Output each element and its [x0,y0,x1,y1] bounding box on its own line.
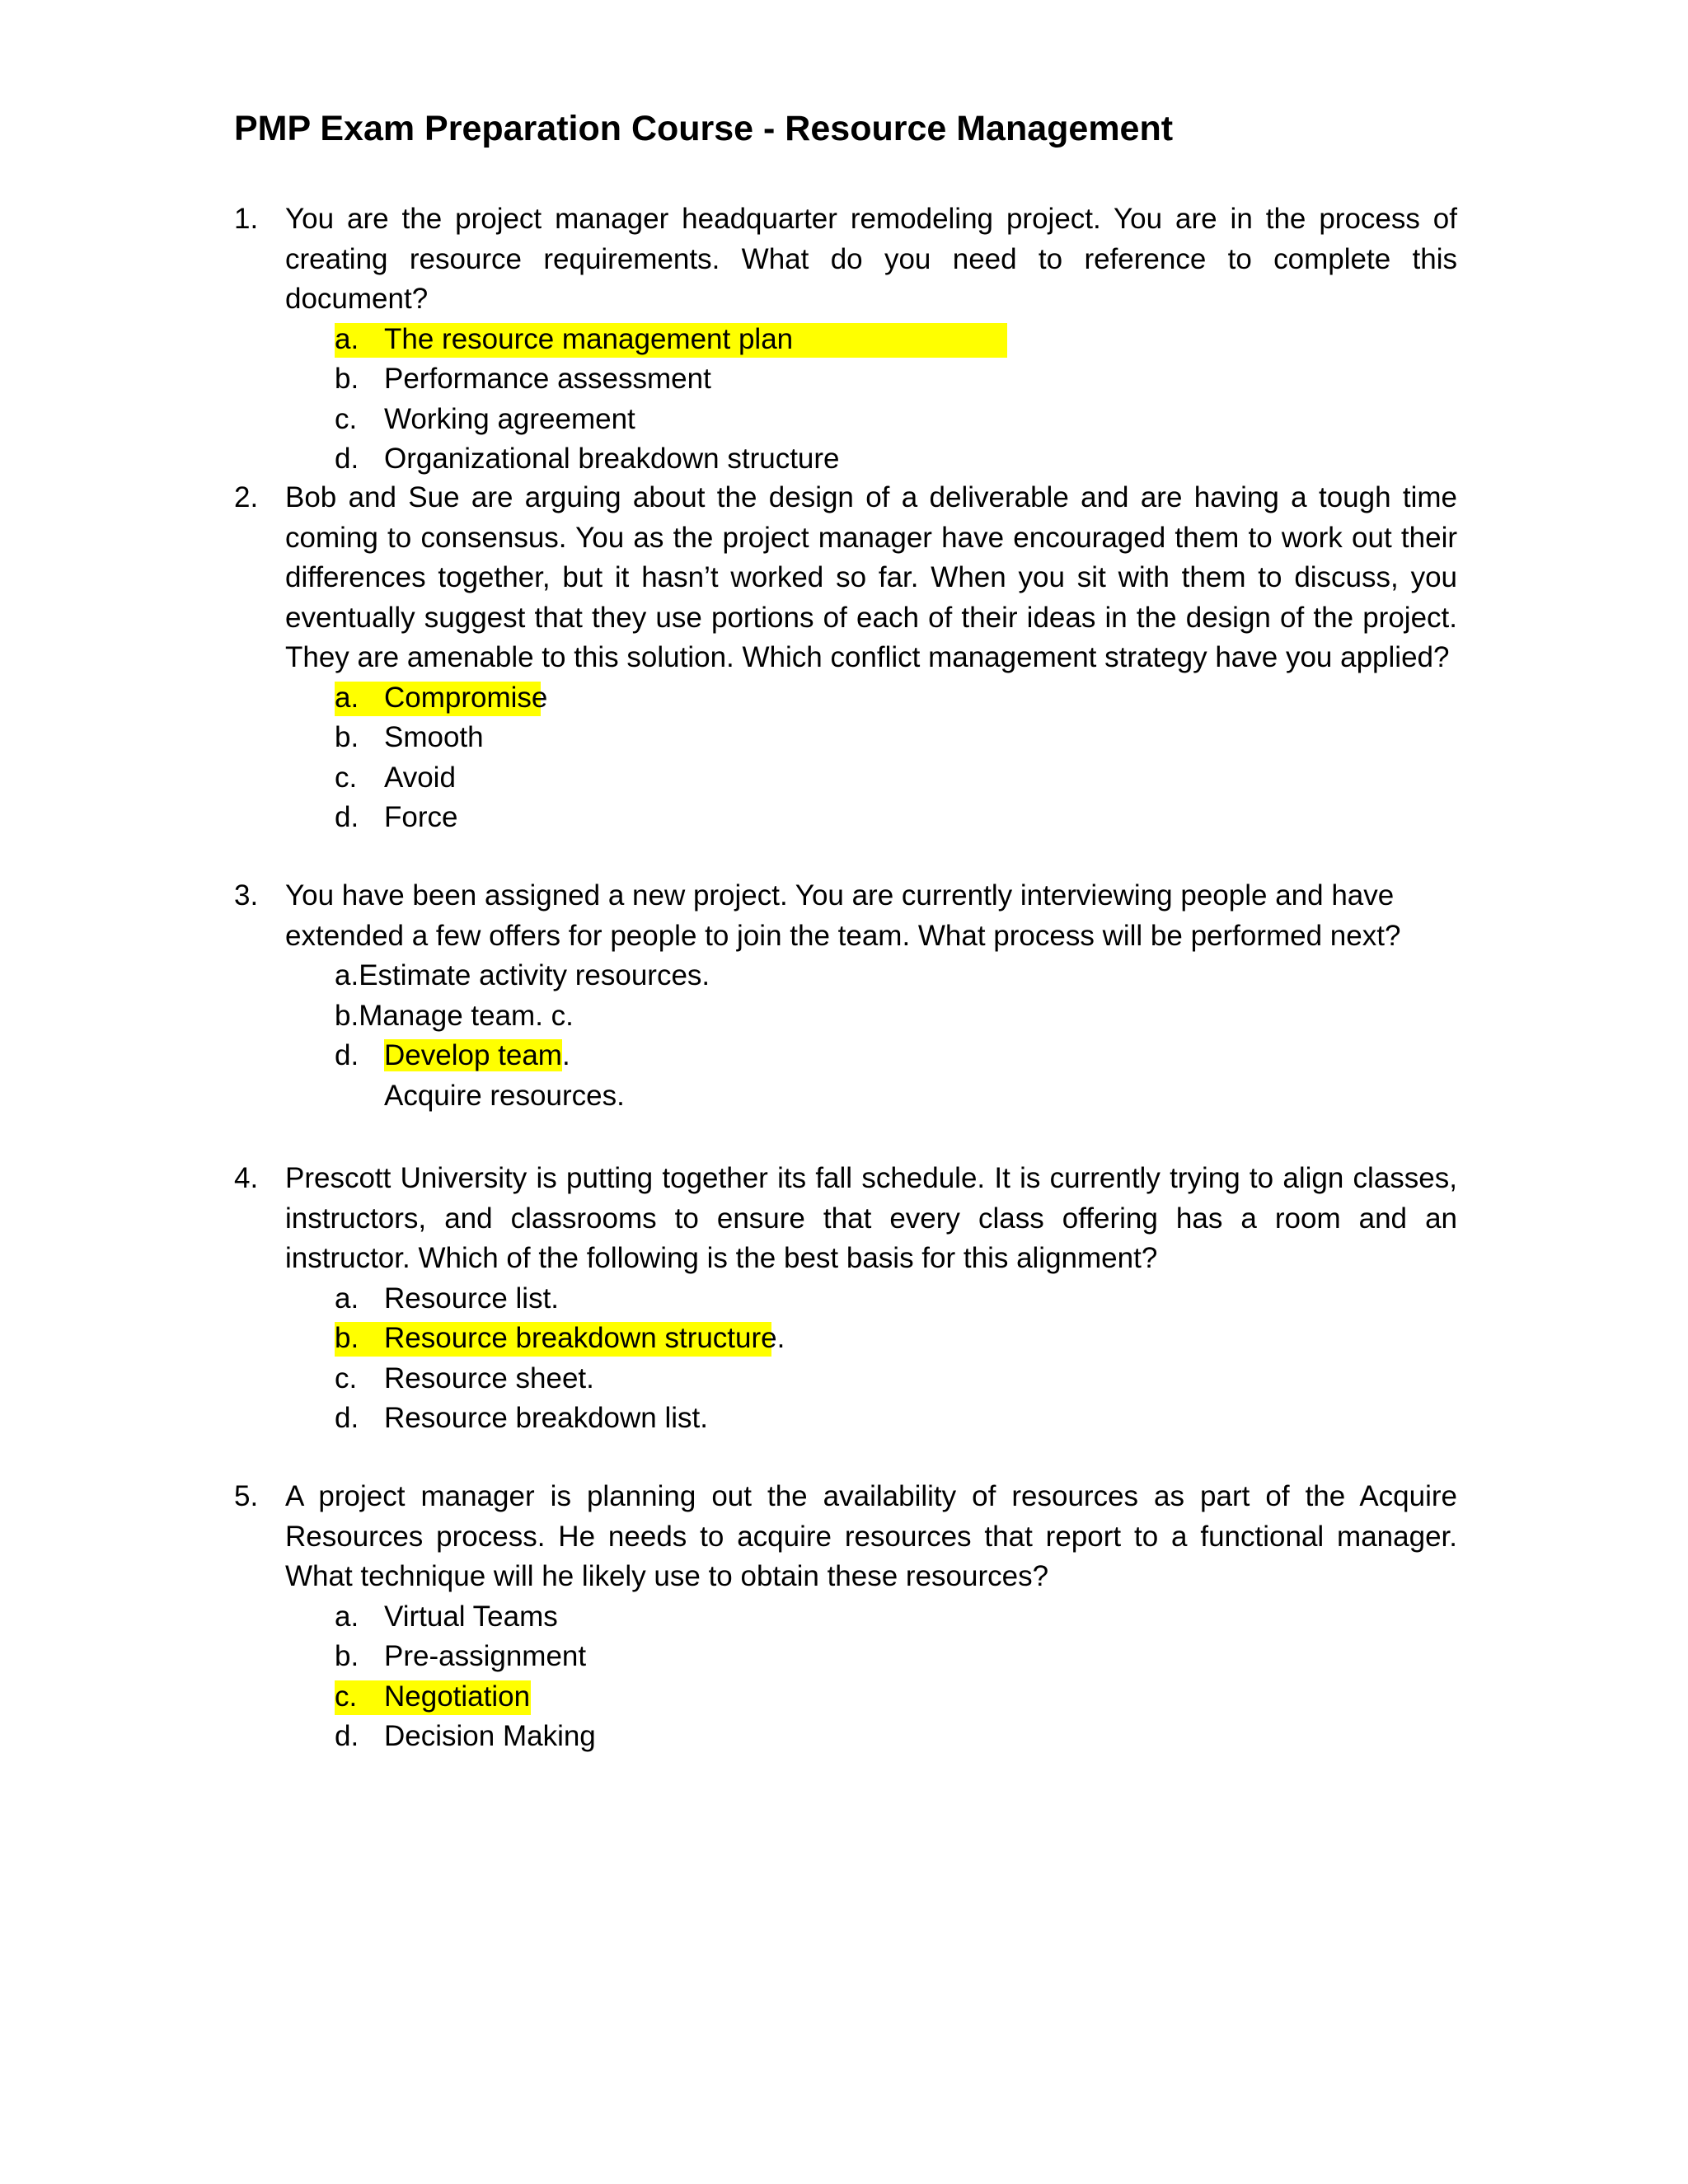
option-letter: a. [335,681,359,714]
option-a [234,320,1457,360]
question-text: A project manager is planning out the availability of resources as part of the Acquire Resources process. He needs to acquire resources that report to a functional manager. What technique will he likely use to obtain these resources? [285,1480,1457,1592]
option-letter: c. [335,1680,358,1713]
option-text: Working agreement [384,402,635,435]
document-title: PMP Exam Preparation Course - Resource Management [234,109,1174,148]
question-text: Prescott University is putting together its fall schedule. It is currently trying to align classes, instructors, and classrooms to ensure that every class offering has a room and an instructor. Which of the following is the best basis for this alignment? [285,1162,1457,1274]
option-b [234,1637,1457,1677]
option-letter: b. [335,1322,359,1354]
option-letter: d. [335,1402,359,1434]
option-c [234,758,1457,799]
question-text: Bob and Sue are arguing about the design of a deliverable and are having a tough time coming to consensus. You as the project manager have encouraged them to work out their differences together, but it hasn’t worked so far. When you sit with them to discuss, you eventually suggest that they use portions of each of their ideas in the design of the project. They are amenable to this solution. Which conflict management strategy have you applied? [285,481,1457,673]
option-c [234,1359,1457,1399]
option-text: Negotiation [384,1680,531,1713]
option-b [234,718,1457,758]
question-5 [234,1477,1457,1757]
option-letter: b. [335,721,359,753]
option-trailing: Acquire resources. [384,1079,625,1112]
option-line-b: b.Manage team. c. [335,999,574,1032]
option-a [234,1279,1457,1319]
option-text: Avoid [384,761,456,794]
option-letter: a. [335,1600,359,1633]
option-letter: d. [335,801,359,833]
option-letter: d. [335,1720,359,1752]
option-text: Virtual Teams [384,1600,558,1633]
option-text: Resource list. [384,1282,560,1315]
option-a [234,1597,1457,1638]
option-b [234,359,1457,400]
option-c [234,1677,1457,1718]
question-text: You are the project manager headquarter remodeling project. You are in the process of creating resource requirements. What do you need to reference to complete this document? [285,203,1457,315]
option-letter: a. [335,322,359,355]
option-text: Compromise [384,681,548,714]
option-text: Resource breakdown list. [384,1402,708,1434]
question-1 [234,199,1457,480]
option-text-wrap [384,1036,570,1076]
option-letter: c. [335,1361,358,1394]
question-text: You have been assigned a new project. You are currently interviewing people and have extended a few offers for people to join the team. What process will be performed next? [285,879,1401,952]
question-number: 2. [234,481,259,513]
option-text: The resource management plan [384,322,794,355]
option-d [234,439,1457,480]
option-letter: c. [335,402,358,435]
question-number: 1. [234,203,259,235]
option-line-a: a.Estimate activity resources. [335,959,710,991]
question-number: 5. [234,1480,259,1512]
option-text: Pre-assignment [384,1640,587,1672]
option-c [234,400,1457,440]
option-letter: b. [335,363,359,395]
option-letter: d. [335,1039,359,1071]
option-letter: a. [335,1282,359,1315]
question-3 [234,876,1457,1116]
option-d [234,1036,1457,1076]
question-4 [234,1159,1457,1439]
option-text: Smooth [384,721,484,753]
option-d [234,1717,1457,1757]
option-text: Organizational breakdown structure [384,443,840,475]
option-letter: d. [335,443,359,475]
option-text: Performance assessment [384,363,711,395]
question-number: 3. [234,879,259,912]
option-suffix: . [561,1039,570,1071]
option-text: Force [384,801,458,833]
option-text: Resource sheet. [384,1361,594,1394]
option-a [234,678,1457,719]
question-number: 4. [234,1162,259,1194]
option-text: Decision Making [384,1720,596,1752]
option-d [234,1399,1457,1439]
answer-highlight-text: Develop team [384,1039,562,1071]
option-letter: b. [335,1640,359,1672]
option-d [234,798,1457,838]
question-2 [234,478,1457,838]
option-text: Resource breakdown structure. [384,1322,785,1354]
option-b [234,1319,1457,1359]
option-letter: c. [335,761,358,794]
